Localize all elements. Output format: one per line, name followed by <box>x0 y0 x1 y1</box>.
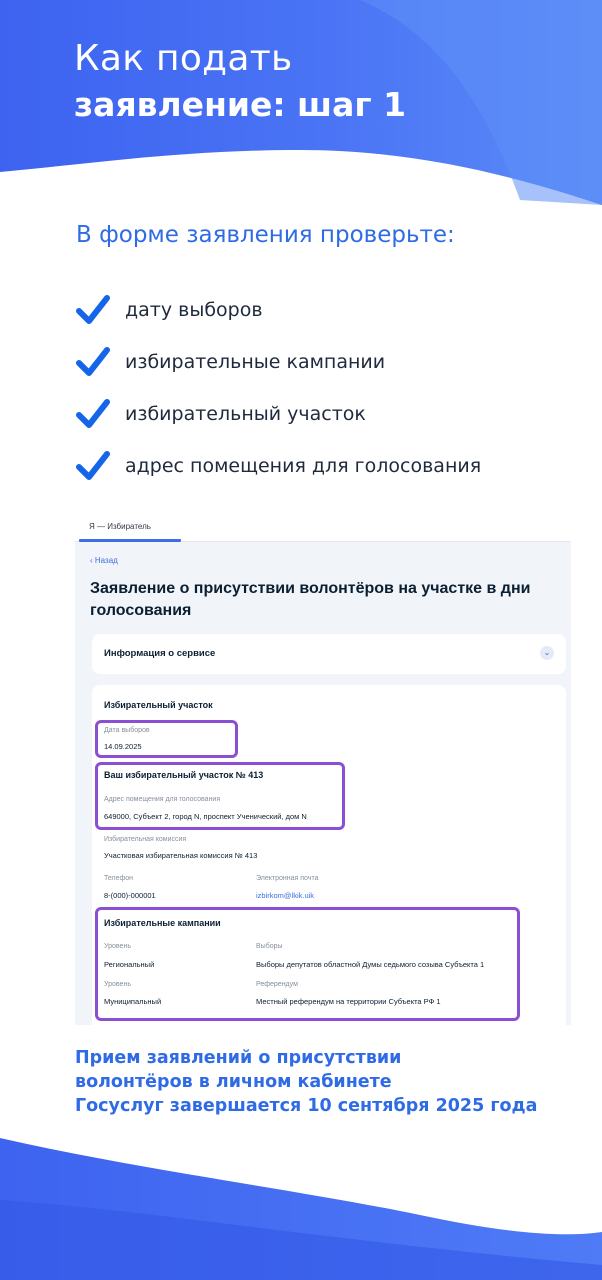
page-title <box>74 36 406 128</box>
checklist-item-label: избирательные кампании <box>125 351 386 373</box>
election-date-highlight <box>95 720 238 758</box>
service-info-panel[interactable] <box>92 634 566 674</box>
form-screenshot <box>75 512 571 1025</box>
campaign-level-label: Уровень <box>104 981 131 988</box>
commission-label: Избирательная комиссия <box>104 836 187 843</box>
campaign-level-value: Муниципальный <box>104 997 162 1006</box>
checklist-item-label: избирательный участок <box>125 403 366 425</box>
campaigns-highlight <box>95 907 520 1021</box>
checklist <box>76 284 481 492</box>
back-link[interactable]: ‹ Назад <box>90 556 118 565</box>
form-heading: Заявление о присутствии волонтёров на участке в дни голосования <box>90 580 531 619</box>
phone-label: Телефон <box>104 875 134 882</box>
precinct-card <box>92 685 566 1025</box>
election-date-label: Дата выборов <box>104 727 150 734</box>
checklist-item <box>76 284 481 336</box>
campaign-kind-label: Выборы <box>256 943 283 950</box>
checklist-item <box>76 336 481 388</box>
checklist-item <box>76 388 481 440</box>
chevron-down-icon[interactable]: ⌄ <box>540 646 554 660</box>
campaign-kind-label: Референдум <box>256 981 298 988</box>
email-link[interactable]: izbirkom@lkik.uik <box>256 891 315 900</box>
tab-voter[interactable]: Я — Избиратель <box>89 522 151 531</box>
service-info-label: Информация о сервисе <box>104 648 216 659</box>
checklist-item-label: дату выборов <box>125 299 263 321</box>
page-title-line1: Как подать <box>74 38 293 79</box>
deadline-note-line3: Госуслуг завершается 10 сентября 2025 года <box>75 1096 538 1116</box>
checkmark-icon <box>76 293 110 327</box>
phone-value: 8-(000)-000001 <box>104 891 156 900</box>
election-date-value: 14.09.2025 <box>104 742 142 751</box>
address-value: 649000, Субъект 2, город N, проспект Ученический, дом N <box>104 812 307 821</box>
checkmark-icon <box>76 397 110 431</box>
checklist-heading: В форме заявления проверьте: <box>76 222 455 248</box>
active-tab-indicator <box>79 539 181 542</box>
deadline-note-line2: волонтёров в личном кабинете <box>75 1072 392 1092</box>
campaign-kind-value: Местный референдум на территории Субъекта РФ 1 <box>256 997 441 1006</box>
campaigns-title: Избирательные кампании <box>104 918 221 928</box>
email-label: Электронная почта <box>256 875 319 882</box>
campaign-level-value: Региональный <box>104 960 155 969</box>
precinct-number-title: Ваш избирательный участок № 413 <box>104 770 264 780</box>
checkmark-icon <box>76 449 110 483</box>
page-title-line2: заявление: шаг 1 <box>74 85 407 124</box>
precinct-address-highlight <box>95 762 345 830</box>
commission-value: Участковая избирательная комиссия № 413 <box>104 851 258 860</box>
precinct-section-title: Избирательный участок <box>104 700 213 710</box>
checkmark-icon <box>76 345 110 379</box>
campaign-level-label: Уровень <box>104 943 131 950</box>
campaign-kind-value: Выборы депутатов областной Думы седьмого созыва Субъекта 1 <box>256 960 485 969</box>
checklist-item-label: адрес помещения для голосования <box>125 455 482 477</box>
tab-bar <box>75 512 571 542</box>
deadline-note <box>75 1046 585 1118</box>
address-label: Адрес помещения для голосования <box>104 796 221 803</box>
deadline-note-line1: Прием заявлений о присутствии <box>75 1048 402 1068</box>
checklist-item <box>76 440 481 492</box>
